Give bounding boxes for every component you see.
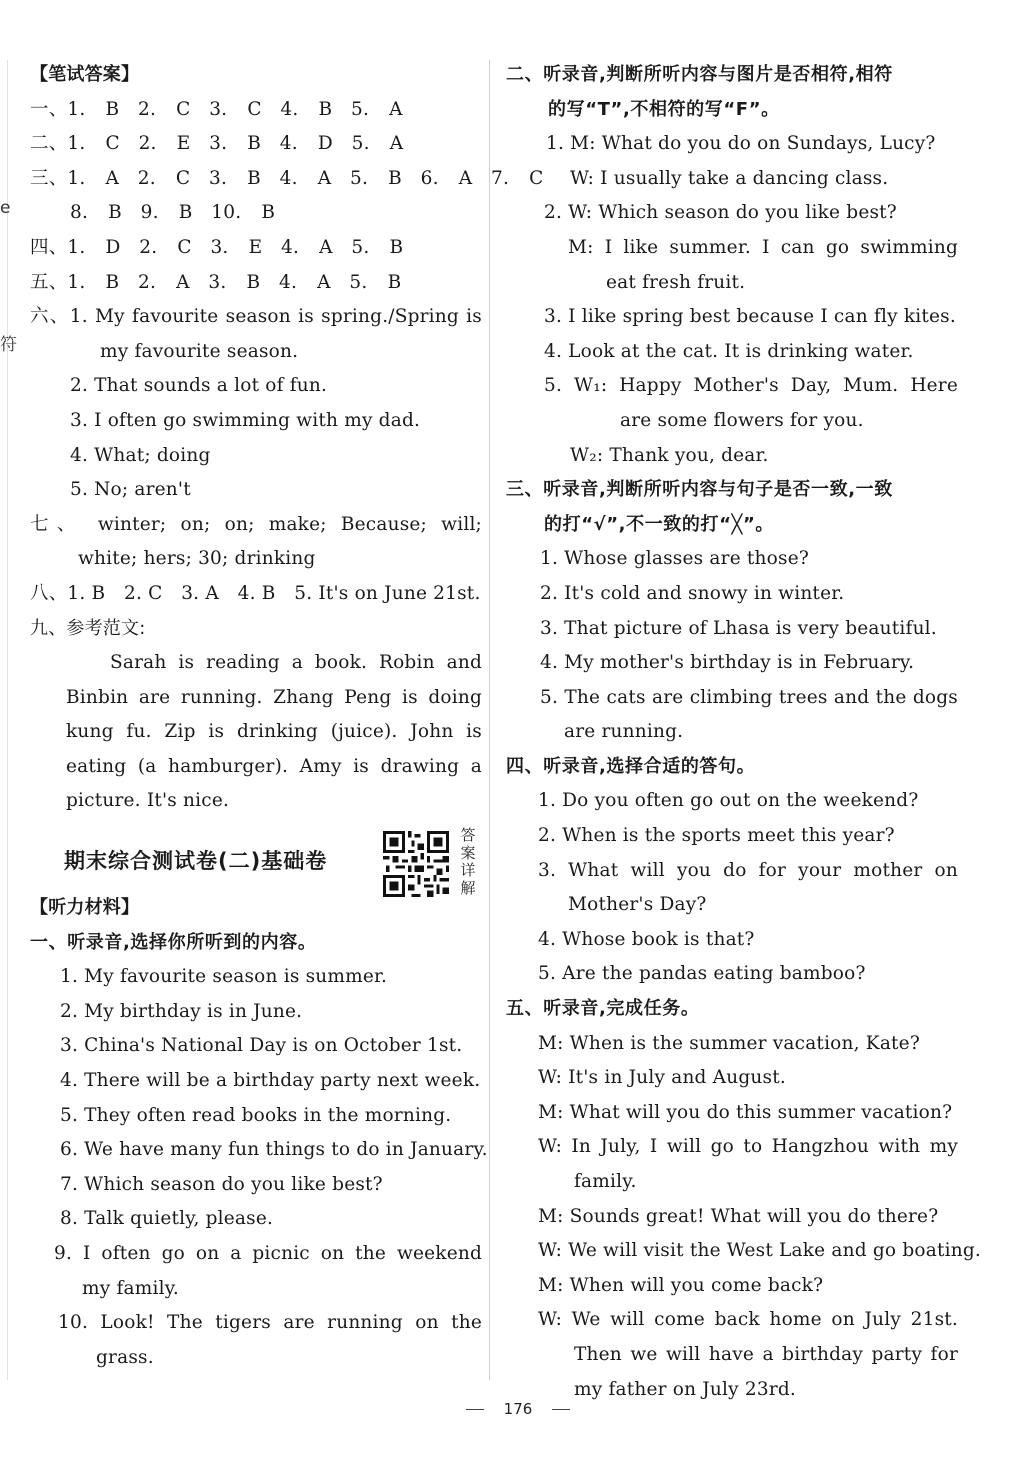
text-line: 5. No; aren't	[70, 479, 191, 501]
text-line: W: In July, I will go to Hangzhou with my	[538, 1136, 958, 1158]
text-line: W: We will visit the West Lake and go boating.	[538, 1240, 981, 1262]
text-line: 8. Talk quietly, please.	[60, 1208, 274, 1230]
text-line: 5. The cats are climbing trees and the dogs	[540, 686, 958, 708]
page-number-row	[0, 1400, 1036, 1418]
written-answers-header: 【笔试答案】	[30, 64, 140, 85]
qr-code-icon[interactable]	[383, 831, 449, 897]
text-line: 3. I like spring best because I can fly kites.	[544, 306, 956, 328]
text-line: 5. W₁: Happy Mother's Day, Mum. Here	[544, 375, 958, 397]
section-five-list	[506, 1027, 981, 1408]
page-number-dash	[552, 1409, 570, 1410]
text-line: 1. My favourite season is summer.	[60, 966, 388, 988]
text-line: 1. Do you often go out on the weekend?	[538, 790, 919, 812]
text-line: 3. China's National Day is on October 1st.	[60, 1035, 463, 1057]
text-line: Sarah is reading a book. Robin and	[110, 652, 482, 674]
text-line: grass.	[96, 1346, 154, 1368]
page-number: 176	[503, 1400, 533, 1418]
section-two-list	[506, 127, 958, 473]
text-line: 五、1. B 2. A 3. B 4. A 5. B	[30, 271, 402, 293]
text-line: eat fresh fruit.	[606, 271, 746, 293]
listening-materials-header: 【听力材料】	[30, 897, 140, 919]
text-line: 9. I often go on a picnic on the weekend	[54, 1243, 482, 1264]
edge-fragment: 符	[0, 335, 17, 355]
text-line: 3. What will you do for your mother on	[538, 859, 958, 881]
section-three-title-cont: 的打“√”,不一致的打“╳”。	[544, 513, 774, 535]
text-line: 3. That picture of Lhasa is very beautiful.	[540, 617, 937, 639]
text-line: 九、参考范文:	[30, 617, 146, 639]
edge-fragment: e	[0, 198, 11, 218]
test-title: 期末综合测试卷(二)基础卷	[64, 849, 328, 874]
text-line: M: Sounds great! What will you do there?	[538, 1205, 939, 1227]
text-line: are running.	[564, 721, 684, 743]
section-four-title: 四、听录音,选择合适的答句。	[506, 755, 756, 777]
text-line: 7. Which season do you like best?	[60, 1173, 383, 1195]
right-column	[506, 58, 981, 1407]
text-line: 4. There will be a birthday party next week.	[60, 1070, 481, 1092]
text-line: 4. Look at the cat. It is drinking water.	[544, 340, 914, 362]
text-line: picture. It's nice.	[66, 790, 230, 812]
section-one-title: 一、听录音,选择你所听到的内容。	[30, 931, 317, 953]
text-line: 5. They often read books in the morning.	[60, 1104, 452, 1126]
section-four-list	[506, 784, 958, 992]
text-line: 4. What; doing	[70, 444, 211, 466]
text-line: 5. Are the pandas eating bamboo?	[538, 963, 866, 985]
text-line: 2. My birthday is in June.	[60, 1000, 303, 1022]
section-five-title: 五、听录音,完成任务。	[506, 998, 700, 1020]
page-number-dash	[466, 1409, 484, 1410]
text-line: Mother's Day?	[568, 894, 707, 916]
text-line: 八、1. B 2. C 3. A 4. B 5. It's on June 21st.	[30, 582, 481, 604]
text-line: eating (a hamburger). Amy is drawing a	[66, 755, 482, 777]
text-line: 六、1. My favourite season is spring./Spring is	[30, 306, 482, 328]
text-line: 2. When is the sports meet this year?	[538, 825, 895, 847]
text-line: M: When is the summer vacation, Kate?	[538, 1032, 920, 1054]
text-line: 一、1. B 2. C 3. C 4. B 5. A	[30, 98, 403, 120]
text-line: family.	[574, 1171, 637, 1192]
text-line: 2. W: Which season do you like best?	[544, 202, 897, 224]
left-column	[30, 58, 544, 1375]
text-line: M: When will you come back?	[538, 1274, 824, 1296]
text-line: W: We will come back home on July 21st.	[538, 1309, 958, 1331]
text-line: 四、1. D 2. C 3. E 4. A 5. B	[30, 236, 404, 258]
text-line: 2. That sounds a lot of fun.	[70, 375, 328, 397]
column-divider	[489, 60, 490, 1380]
text-line: 2. It's cold and snowy in winter.	[540, 582, 845, 604]
text-line: M: What will you do this summer vacation?	[538, 1101, 953, 1123]
text-line: Binbin are running. Zhang Peng is doing	[66, 686, 482, 708]
text-line: my favourite season.	[100, 340, 299, 362]
qr-code-label: 答案详解	[460, 826, 476, 897]
text-line: white; hers; 30; drinking	[78, 548, 316, 570]
section-three-title: 三、听录音,判断所听内容与句子是否一致,一致	[506, 479, 893, 501]
text-line: W₂: Thank you, dear.	[570, 444, 769, 466]
text-line: 3. I often go swimming with my dad.	[70, 409, 421, 431]
text-line: my father on July 23rd.	[574, 1378, 796, 1400]
text-line: kung fu. Zip is drinking (juice). John is	[66, 721, 482, 743]
text-line: W: I usually take a dancing class.	[570, 167, 889, 189]
text-line: 10. Look! The tigers are running on the	[58, 1312, 482, 1334]
text-line: are some flowers for you.	[620, 409, 864, 431]
text-line: Then we will have a birthday party for	[574, 1343, 958, 1365]
section-two-title-cont: 的写“T”,不相符的写“F”。	[548, 98, 780, 120]
text-line: 6. We have many fun things to do in January.	[60, 1139, 488, 1161]
text-line: 1. M: What do you do on Sundays, Lucy?	[546, 133, 936, 155]
test-title-row	[30, 825, 482, 897]
text-line: 8. B 9. B 10. B	[70, 202, 276, 224]
text-line: 三、1. A 2. C 3. B 4. A 5. B 6. A 7. C	[30, 167, 544, 189]
text-line: 二、1. C 2. E 3. B 4. D 5. A	[30, 133, 404, 155]
text-line: 1. Whose glasses are those?	[540, 548, 809, 570]
text-line: 七、 winter; on; on; make; Because; will;	[30, 513, 482, 535]
text-line: 4. My mother's birthday is in February.	[540, 652, 915, 674]
text-line: my family.	[82, 1277, 180, 1299]
page-edge-line	[7, 60, 8, 1380]
written-answers-list	[30, 93, 544, 819]
section-three-list	[506, 542, 958, 750]
section-one-list	[30, 960, 488, 1375]
text-line: M: I like summer. I can go swimming	[568, 236, 958, 258]
text-line: 4. Whose book is that?	[538, 928, 755, 950]
text-line: W: It's in July and August.	[538, 1067, 786, 1089]
section-two-title: 二、听录音,判断所听内容与图片是否相符,相符	[506, 64, 893, 85]
